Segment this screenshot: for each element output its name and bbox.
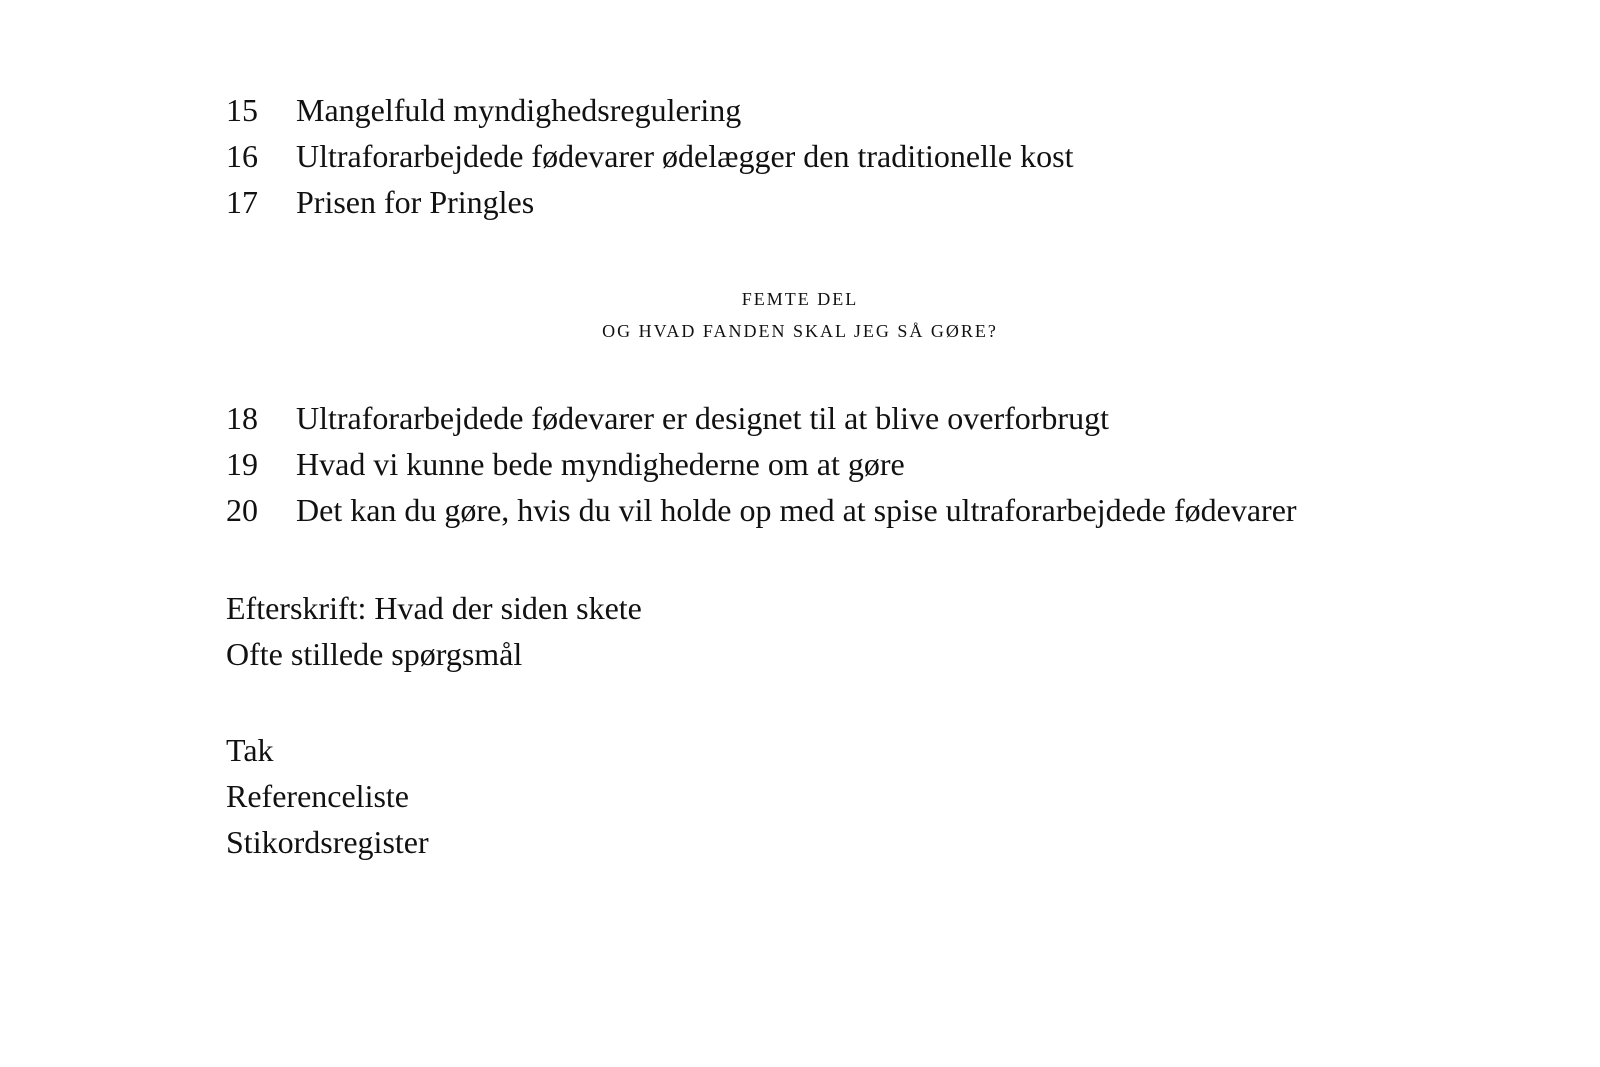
toc-entry-15[interactable] (226, 90, 741, 130)
chapter-number: 15 (226, 92, 258, 128)
chapter-number: 16 (226, 138, 258, 174)
toc-entry-17[interactable] (226, 182, 534, 222)
toc-entry-acknowledgements[interactable]: Tak (226, 732, 274, 768)
toc-entry-16[interactable] (226, 136, 1073, 176)
chapter-number: 20 (226, 492, 258, 528)
toc-entry-19[interactable] (226, 444, 905, 484)
chapter-title: Mangelfuld myndighedsregulering (296, 92, 742, 128)
chapter-title: Prisen for Pringles (296, 184, 535, 220)
search-icon[interactable] (1496, 0, 1512, 2)
chapter-number: 17 (226, 184, 258, 220)
chapter-title: Hvad vi kunne bede myndighederne om at gøre (296, 446, 905, 482)
part-title: OG HVAD FANDEN SKAL JEG SÅ GØRE? (602, 321, 998, 341)
toc-entry-index[interactable]: Stikordsregister (226, 824, 429, 860)
toc-entry-faq[interactable]: Ofte stillede spørgsmål (226, 636, 523, 672)
toc-entry-references[interactable]: Referenceliste (226, 778, 409, 814)
chapter-title: Ultraforarbejdede fødevarer ødelægger den traditionelle kost (296, 138, 1074, 174)
chapter-number: 18 (226, 400, 258, 436)
chapter-title: Ultraforarbejdede fødevarer er designet til at blive overforbrugt (296, 400, 1109, 436)
part-label: FEMTE DEL (741, 289, 859, 309)
toc-entry-afterword[interactable]: Efterskrift: Hvad der siden skete (226, 590, 642, 626)
chapter-title: Det kan du gøre, hvis du vil holde op med at spise ultraforarbejdede fødevarer (296, 492, 1297, 528)
chapter-number: 19 (226, 446, 258, 482)
toc-entry-20[interactable] (226, 490, 1297, 530)
toc-entry-18[interactable] (226, 398, 1109, 438)
